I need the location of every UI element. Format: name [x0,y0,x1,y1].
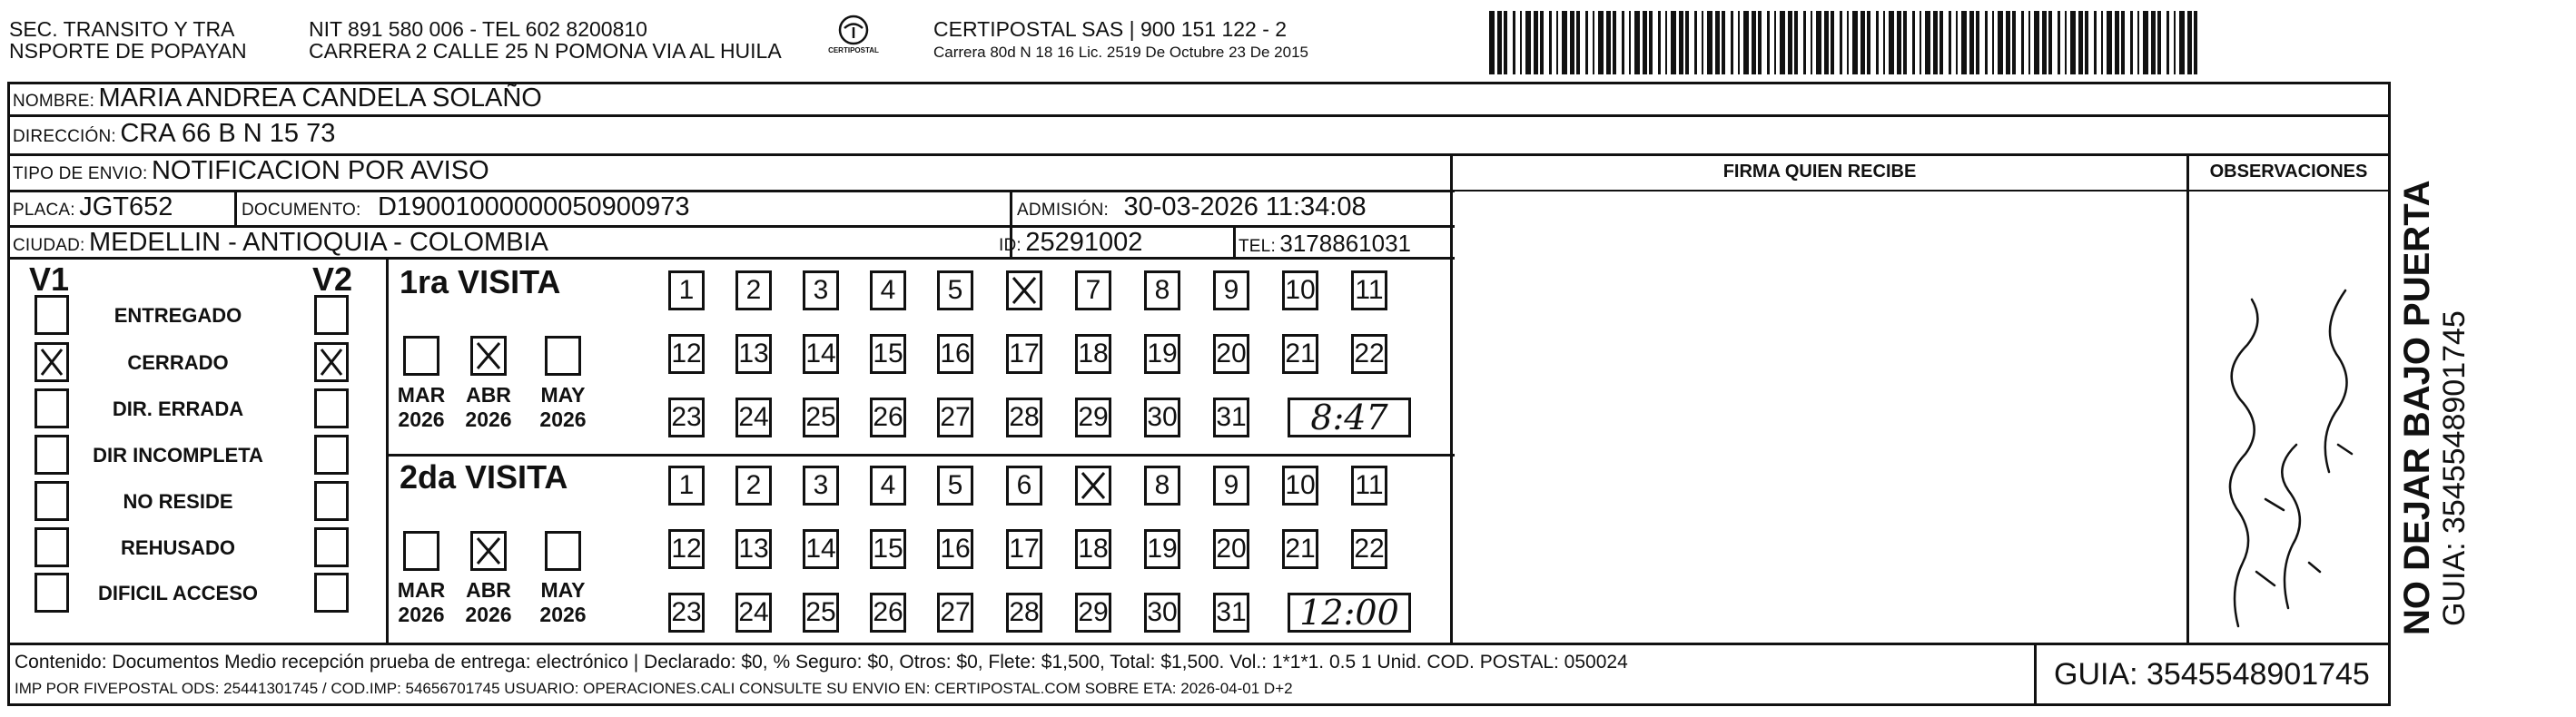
day-box-8[interactable]: 8 [1144,466,1180,506]
day-box-30[interactable]: 30 [1144,593,1180,633]
firma-header: FIRMA QUIEN RECIBE [1722,162,1917,182]
footer-imp-line: IMP POR FIVEPOSTAL ODS: 25441301745 / COD.IMP: 54656701745 USUARIO: OPERACIONES.CALI CONSULTE SU ENVIO EN: CERTIPOSTAL.COM SOBRE ETA: 2026-04-01 D+2 [15,680,1293,697]
day-box-18[interactable]: 18 [1075,334,1111,374]
v1-checkbox[interactable] [35,527,69,567]
day-box-2[interactable]: 2 [735,466,772,506]
month-label: MAY 2026 [539,383,587,431]
day-box-9[interactable]: 9 [1213,270,1249,310]
direccion-row [13,119,335,149]
v1-label: V1 [29,260,70,298]
month-label: ABR 2026 [465,383,512,431]
month-checkbox[interactable] [403,531,439,571]
month-checkbox[interactable] [470,336,507,376]
day-box-16[interactable]: 16 [937,529,973,569]
frame-line [1233,225,1236,260]
sender-line-1: SEC. TRANSITO Y TRA [9,17,235,41]
frame-line [386,454,1455,457]
day-box-18[interactable]: 18 [1075,529,1111,569]
frame-line [7,114,2391,117]
nombre-label: NOMBRE: [13,92,95,111]
day-box-13[interactable]: 13 [735,334,772,374]
visit-time-box[interactable]: 8:47 [1288,398,1411,437]
side-guia: GUIA: 3545548901745 [2437,310,2472,626]
admision-label: ADMISIÓN: [1017,201,1110,220]
day-box-25[interactable]: 25 [803,593,839,633]
day-box-19[interactable]: 19 [1144,334,1180,374]
day-box-28[interactable]: 28 [1006,398,1042,437]
sender-line-2: NSPORTE DE POPAYAN [9,39,247,63]
day-box-15[interactable]: 15 [870,334,906,374]
documento-row [242,192,689,222]
status-option-label: DIFICIL ACCESO [97,582,258,604]
nit-line: NIT 891 580 006 - TEL 602 8200810 [309,17,647,41]
day-box-5[interactable]: 5 [937,466,973,506]
day-box-6[interactable] [1006,270,1042,310]
day-box-10[interactable]: 10 [1282,270,1318,310]
day-box-26[interactable]: 26 [870,398,906,437]
v1-checkbox[interactable] [35,481,69,521]
day-box-21[interactable]: 21 [1282,334,1318,374]
month-label: MAR 2026 [397,383,446,431]
direccion-value: CRA 66 B N 15 73 [120,119,336,148]
v2-checkbox[interactable] [314,573,349,613]
placa-value: JGT652 [79,192,173,221]
status-option-label: REHUSADO [121,536,235,559]
v2-checkbox[interactable] [314,388,349,428]
day-box-24[interactable]: 24 [735,398,772,437]
day-box-20[interactable]: 20 [1213,529,1249,569]
day-box-27[interactable]: 27 [937,593,973,633]
frame-line [234,190,237,226]
day-box-19[interactable]: 19 [1144,529,1180,569]
sender-contact-block [309,18,782,62]
day-box-26[interactable]: 26 [870,593,906,633]
ciudad-label: CIUDAD: [13,236,85,255]
id-row [999,228,1142,258]
ciudad-row [13,228,548,258]
day-box-12[interactable]: 12 [668,529,705,569]
v2-label: V2 [312,260,353,298]
no-dejar-warning: NO DEJAR BAJO PUERTA [2397,180,2437,635]
day-box-14[interactable]: 14 [803,529,839,569]
tipo-envio-value: NOTIFICACION POR AVISO [151,156,489,185]
nombre-value: MARIA ANDREA CANDELA SOLAÑO [98,83,542,113]
day-box-21[interactable]: 21 [1282,529,1318,569]
day-box-30[interactable]: 30 [1144,398,1180,437]
day-box-7[interactable]: 7 [1075,270,1111,310]
frame-line [2388,82,2391,706]
day-box-10[interactable]: 10 [1282,466,1318,506]
frame-line [386,257,389,645]
v2-checkbox[interactable] [314,342,349,382]
address-line: CARRERA 2 CALLE 25 N POMONA VIA AL HUILA [309,39,782,63]
placa-row [13,192,173,222]
status-option-label: DIR INCOMPLETA [93,444,263,467]
id-value: 25291002 [1025,228,1143,257]
visit-time-box[interactable]: 12:00 [1288,593,1411,633]
status-option-label: ENTREGADO [114,304,242,327]
company-line: CERTIPOSTAL SAS | 900 151 122 - 2 [933,17,1288,41]
frame-line [7,82,10,706]
day-box-4[interactable]: 4 [870,270,906,310]
day-box-17[interactable]: 17 [1006,334,1042,374]
day-box-17[interactable]: 17 [1006,529,1042,569]
month-checkbox[interactable] [470,531,507,571]
tipo-envio-label: TIPO DE ENVIO: [13,164,148,183]
day-box-23[interactable]: 23 [668,593,705,633]
day-box-7[interactable] [1075,466,1111,506]
day-box-1[interactable]: 1 [668,270,705,310]
day-box-1[interactable]: 1 [668,466,705,506]
month-checkbox[interactable] [403,336,439,376]
footer-guia: GUIA: 3545548901745 [2054,657,2370,692]
tel-row [1239,230,1411,258]
logo-text: CERTIPOSTAL [828,46,879,54]
day-box-31[interactable]: 31 [1213,398,1249,437]
tipo-envio-row [13,156,489,186]
visit-title: 2da VISITA [400,458,568,496]
v1-checkbox[interactable] [35,573,69,613]
day-box-20[interactable]: 20 [1213,334,1249,374]
nombre-row [13,83,542,113]
frame-line [1453,190,2391,192]
documento-label: DOCUMENTO: [242,201,361,220]
day-box-3[interactable]: 3 [803,466,839,506]
footer-content-line: Contenido: Documentos Medio recepción prueba de entrega: electrónico | Declarado: $0, % Seguro: $0, Otros: $0, Flete: $1,500, Total: $1,500. Vol.: 1*1*1. 0.5 1 Unid. COD. POSTAL: 050024 [15,652,1628,673]
day-box-27[interactable]: 27 [937,398,973,437]
v1-checkbox[interactable] [35,435,69,475]
day-box-15[interactable]: 15 [870,529,906,569]
day-box-11[interactable]: 11 [1351,270,1387,310]
day-box-31[interactable]: 31 [1213,593,1249,633]
logo-icon [834,15,873,45]
observation-handwriting [2202,272,2374,635]
month-label: MAY 2026 [539,578,587,626]
day-box-2[interactable]: 2 [735,270,772,310]
v1-checkbox[interactable] [35,295,69,335]
day-box-9[interactable]: 9 [1213,466,1249,506]
direccion-label: DIRECCIÓN: [13,127,116,146]
v2-checkbox[interactable] [314,481,349,521]
day-box-6[interactable]: 6 [1006,466,1042,506]
status-option-label: CERRADO [127,351,229,374]
company-block [933,18,1308,62]
v1-checkbox[interactable] [35,342,69,382]
v2-checkbox[interactable] [314,295,349,335]
tel-label: TEL: [1239,237,1276,256]
day-box-16[interactable]: 16 [937,334,973,374]
day-box-28[interactable]: 28 [1006,593,1042,633]
day-box-14[interactable]: 14 [803,334,839,374]
id-label: ID: [999,236,1022,255]
frame-line [2186,153,2189,645]
license-line: Carrera 80d N 18 16 Lic. 2519 De Octubre 23 De 2015 [933,44,1308,61]
day-box-22[interactable]: 22 [1351,334,1387,374]
frame-line [1450,153,1453,645]
day-box-29[interactable]: 29 [1075,593,1111,633]
day-box-24[interactable]: 24 [735,593,772,633]
barcode [1489,11,2216,74]
admision-row [1017,192,1367,222]
v1-checkbox[interactable] [35,388,69,428]
day-box-22[interactable]: 22 [1351,529,1387,569]
month-label: ABR 2026 [465,578,512,626]
month-label: MAR 2026 [397,578,446,626]
documento-value: D19001000000050900973 [377,192,690,221]
day-box-29[interactable]: 29 [1075,398,1111,437]
admision-value: 30-03-2026 11:34:08 [1123,192,1367,221]
sender-block [9,18,247,62]
day-box-13[interactable]: 13 [735,529,772,569]
month-checkbox[interactable] [545,336,581,376]
frame-line [2034,643,2037,706]
day-box-4[interactable]: 4 [870,466,906,506]
month-checkbox[interactable] [545,531,581,571]
observaciones-header: OBSERVACIONES [2209,162,2368,182]
visit-title: 1ra VISITA [400,263,561,300]
certipostal-logo [817,15,890,54]
day-box-3[interactable]: 3 [803,270,839,310]
day-box-5[interactable]: 5 [937,270,973,310]
day-box-11[interactable]: 11 [1351,466,1387,506]
tel-value: 3178861031 [1279,230,1411,257]
v2-checkbox[interactable] [314,435,349,475]
side-vertical-text [2397,127,2472,635]
placa-label: PLACA: [13,201,75,220]
day-box-8[interactable]: 8 [1144,270,1180,310]
handwriting-scribble [2202,272,2374,635]
day-box-23[interactable]: 23 [668,398,705,437]
day-box-12[interactable]: 12 [668,334,705,374]
status-option-label: NO RESIDE [123,490,233,513]
v2-checkbox[interactable] [314,527,349,567]
status-option-label: DIR. ERRADA [112,398,244,420]
day-box-25[interactable]: 25 [803,398,839,437]
ciudad-value: MEDELLIN - ANTIOQUIA - COLOMBIA [88,228,548,257]
